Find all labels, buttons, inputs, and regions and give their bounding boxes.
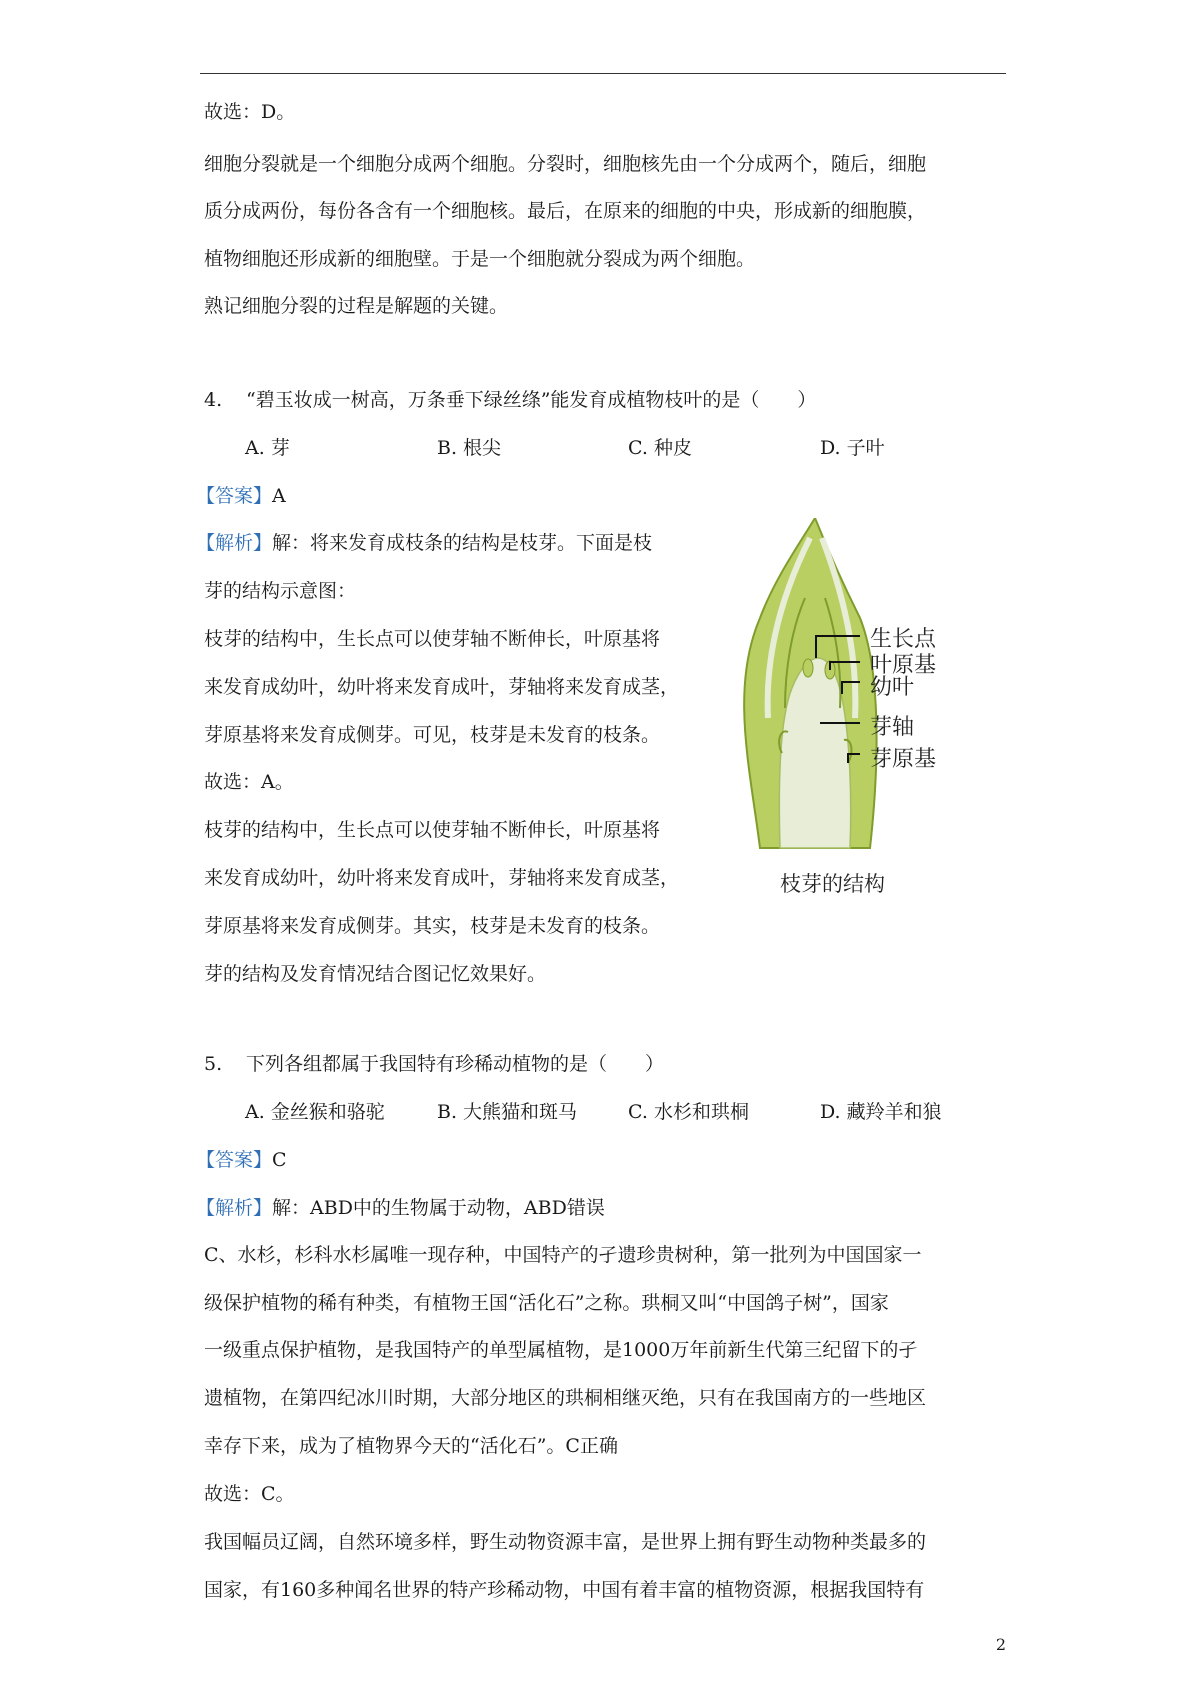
question-text: 下列各组都属于我国特有珍稀动植物的是（ ） — [246, 1053, 665, 1075]
label-bud-primordium: 芽原基 — [870, 747, 937, 772]
label-bud-axis: 芽轴 — [870, 715, 915, 740]
question-number: 4. — [204, 389, 223, 411]
text-line: 芽原基将来发育成侧芽。可见，枝芽是未发育的枝条。 — [204, 724, 661, 746]
answer-row — [196, 484, 286, 508]
figure-caption: 枝芽的结构 — [780, 872, 885, 896]
option-c: C. 种皮 — [628, 437, 692, 459]
analysis-row — [196, 531, 652, 555]
text-line: 故选：A。 — [204, 771, 294, 793]
text-line: 芽原基将来发育成侧芽。其实，枝芽是未发育的枝条。 — [204, 915, 661, 937]
text-line: 一级重点保护植物，是我国特产的单型属植物，是1000万年前新生代第三纪留下的孑 — [204, 1339, 918, 1361]
answer-row — [196, 1148, 287, 1172]
header-rule — [200, 73, 1006, 74]
text-line: C、水杉，杉科水杉属唯一现存种，中国特产的孑遗珍贵树种，第一批列为中国国家一 — [204, 1244, 922, 1266]
option-c: C. 水杉和珙桐 — [628, 1101, 749, 1123]
option-b: B. 大熊猫和斑马 — [437, 1101, 578, 1123]
answer-tag: 【答案】 — [196, 485, 273, 507]
analysis-row — [196, 1196, 605, 1220]
text-line: 质分成两份，每份各含有一个细胞核。最后，在原来的细胞的中央，形成新的细胞膜， — [204, 200, 927, 222]
option-b: B. 根尖 — [437, 437, 502, 459]
question-text: “碧玉妆成一树高，万条垂下绿丝绦”能发育成植物枝叶的是（ ） — [246, 389, 817, 411]
question-number: 5. — [204, 1053, 223, 1075]
page-number: 2 — [995, 1635, 1006, 1654]
text-line: 枝芽的结构中，生长点可以使芽轴不断伸长，叶原基将 — [204, 628, 661, 650]
label-young-leaf: 幼叶 — [870, 675, 915, 700]
text-line: 植物细胞还形成新的细胞壁。于是一个细胞就分裂成为两个细胞。 — [204, 248, 756, 270]
answer-tag: 【答案】 — [196, 1149, 273, 1171]
text-line: 国家，有160多种闻名世界的特产珍稀动物，中国有着丰富的植物资源，根据我国特有 — [204, 1579, 925, 1601]
question-4-stem — [204, 388, 816, 412]
text-line: 幸存下来，成为了植物界今天的“活化石”。C正确 — [204, 1435, 618, 1457]
text-line: 芽的结构及发育情况结合图记忆效果好。 — [204, 963, 547, 985]
text-line: 故选：C。 — [204, 1483, 295, 1505]
text-line: 芽的结构示意图： — [204, 580, 357, 602]
text-line: 枝芽的结构中，生长点可以使芽轴不断伸长，叶原基将 — [204, 819, 661, 841]
option-a: A. 金丝猴和骆驼 — [245, 1101, 385, 1123]
bud-structure-figure — [730, 518, 1010, 898]
answer-value: A — [272, 485, 286, 507]
label-leaf-primordium: 叶原基 — [870, 653, 937, 678]
label-growing-point: 生长点 — [870, 627, 937, 652]
option-a: A. 芽 — [245, 437, 290, 459]
option-d: D. 藏羚羊和狼 — [820, 1101, 942, 1123]
text-line: 我国幅员辽阔，自然环境多样，野生动物资源丰富，是世界上拥有野生动物种类最多的 — [204, 1531, 927, 1553]
analysis-tag: 【解析】 — [196, 1197, 273, 1219]
text-line: 遗植物，在第四纪冰川时期，大部分地区的珙桐相继灭绝，只有在我国南方的一些地区 — [204, 1387, 927, 1409]
analysis-text: 解：将来发育成枝条的结构是枝芽。下面是枝 — [272, 532, 653, 554]
analysis-text: 解：ABD中的生物属于动物，ABD错误 — [272, 1197, 605, 1219]
answer-value: C — [272, 1149, 287, 1171]
text-line: 来发育成幼叶，幼叶将来发育成叶，芽轴将来发育成茎， — [204, 867, 680, 889]
answer-line: 故选：D。 — [204, 101, 296, 123]
text-line: 细胞分裂就是一个细胞分成两个细胞。分裂时，细胞核先由一个分成两个，随后，细胞 — [204, 153, 927, 175]
text-line: 来发育成幼叶，幼叶将来发育成叶，芽轴将来发育成茎， — [204, 676, 680, 698]
question-5-stem — [204, 1052, 664, 1076]
analysis-tag: 【解析】 — [196, 532, 273, 554]
text-line: 级保护植物的稀有种类，有植物王国“活化石”之称。珙桐又叫“中国鸽子树”，国家 — [204, 1292, 889, 1314]
text-line: 熟记细胞分裂的过程是解题的关键。 — [204, 295, 509, 317]
option-d: D. 子叶 — [820, 437, 885, 459]
